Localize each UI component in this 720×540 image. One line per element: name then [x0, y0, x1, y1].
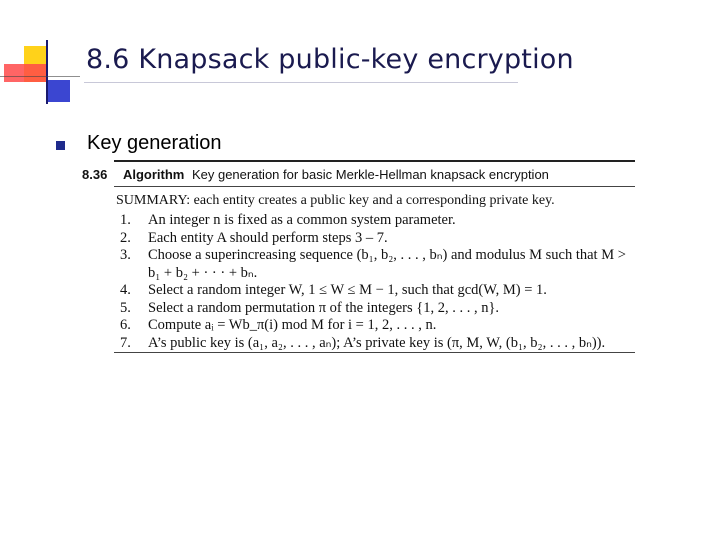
step-text: b₁ + b₂ + · · · + bₙ. [148, 264, 258, 281]
step-text: An integer n is fixed as a common system parameter. [148, 212, 456, 228]
algorithm-header [82, 167, 549, 182]
algorithm-step [120, 230, 626, 248]
algorithm-top-rule [114, 160, 635, 162]
step-text: Each entity A should perform steps 3 – 7. [148, 229, 388, 246]
algorithm-header-rule [114, 186, 635, 187]
algorithm-step [120, 212, 626, 230]
algorithm-step [120, 335, 626, 353]
algorithm-word: Algorithm [122, 167, 185, 182]
logo-red-square [4, 64, 48, 82]
step-text: Compute aᵢ = Wb_π(i) mod M for i = 1, 2, . . . , n. [148, 317, 437, 333]
step-number: 5. [120, 299, 131, 316]
step-number: 7. [120, 334, 131, 351]
algorithm-step-continuation [120, 265, 626, 283]
step-number [120, 265, 148, 283]
step-number: 2. [120, 229, 131, 246]
algorithm-steps [120, 212, 626, 352]
algorithm-step [120, 317, 626, 335]
logo-blue-square [48, 80, 70, 102]
algorithm-number: 8.36 [82, 167, 108, 182]
step-number: 4. [120, 282, 131, 298]
algorithm-step [120, 247, 626, 265]
logo-horizontal-line [0, 76, 80, 77]
algorithm-bottom-rule [114, 352, 635, 353]
bullet-square-icon [56, 141, 65, 150]
slide-logo [0, 40, 80, 110]
algorithm-summary: SUMMARY: each entity creates a public key and a corresponding private key. [116, 193, 555, 208]
bullet-text: Key generation [87, 132, 222, 154]
step-text: Select a random integer W, 1 ≤ W ≤ M − 1, such that gcd(W, M) = 1. [148, 282, 547, 298]
algorithm-step [120, 282, 626, 300]
step-number: 6. [120, 317, 131, 333]
algorithm-description: Key generation for basic Merkle-Hellman knapsack encryption [191, 167, 549, 182]
title-divider [84, 82, 518, 83]
step-text: A’s public key is (a₁, a₂, . . . , aₙ); A’s private key is (π, M, W, (b₁, b₂, . . . , bₙ)). [148, 334, 606, 351]
logo-vertical-line [46, 40, 48, 104]
slide-title: 8.6 Knapsack public-key encryption [86, 44, 574, 75]
algorithm-step [120, 300, 626, 318]
step-text: Choose a superincreasing sequence (b₁, b₂, . . . , bₙ) and modulus M such that M > [148, 247, 626, 263]
step-number: 3. [120, 247, 131, 263]
bullet-item [56, 132, 222, 155]
step-number: 1. [120, 212, 131, 228]
step-text: Select a random permutation π of the integers {1, 2, . . . , n}. [148, 299, 500, 316]
